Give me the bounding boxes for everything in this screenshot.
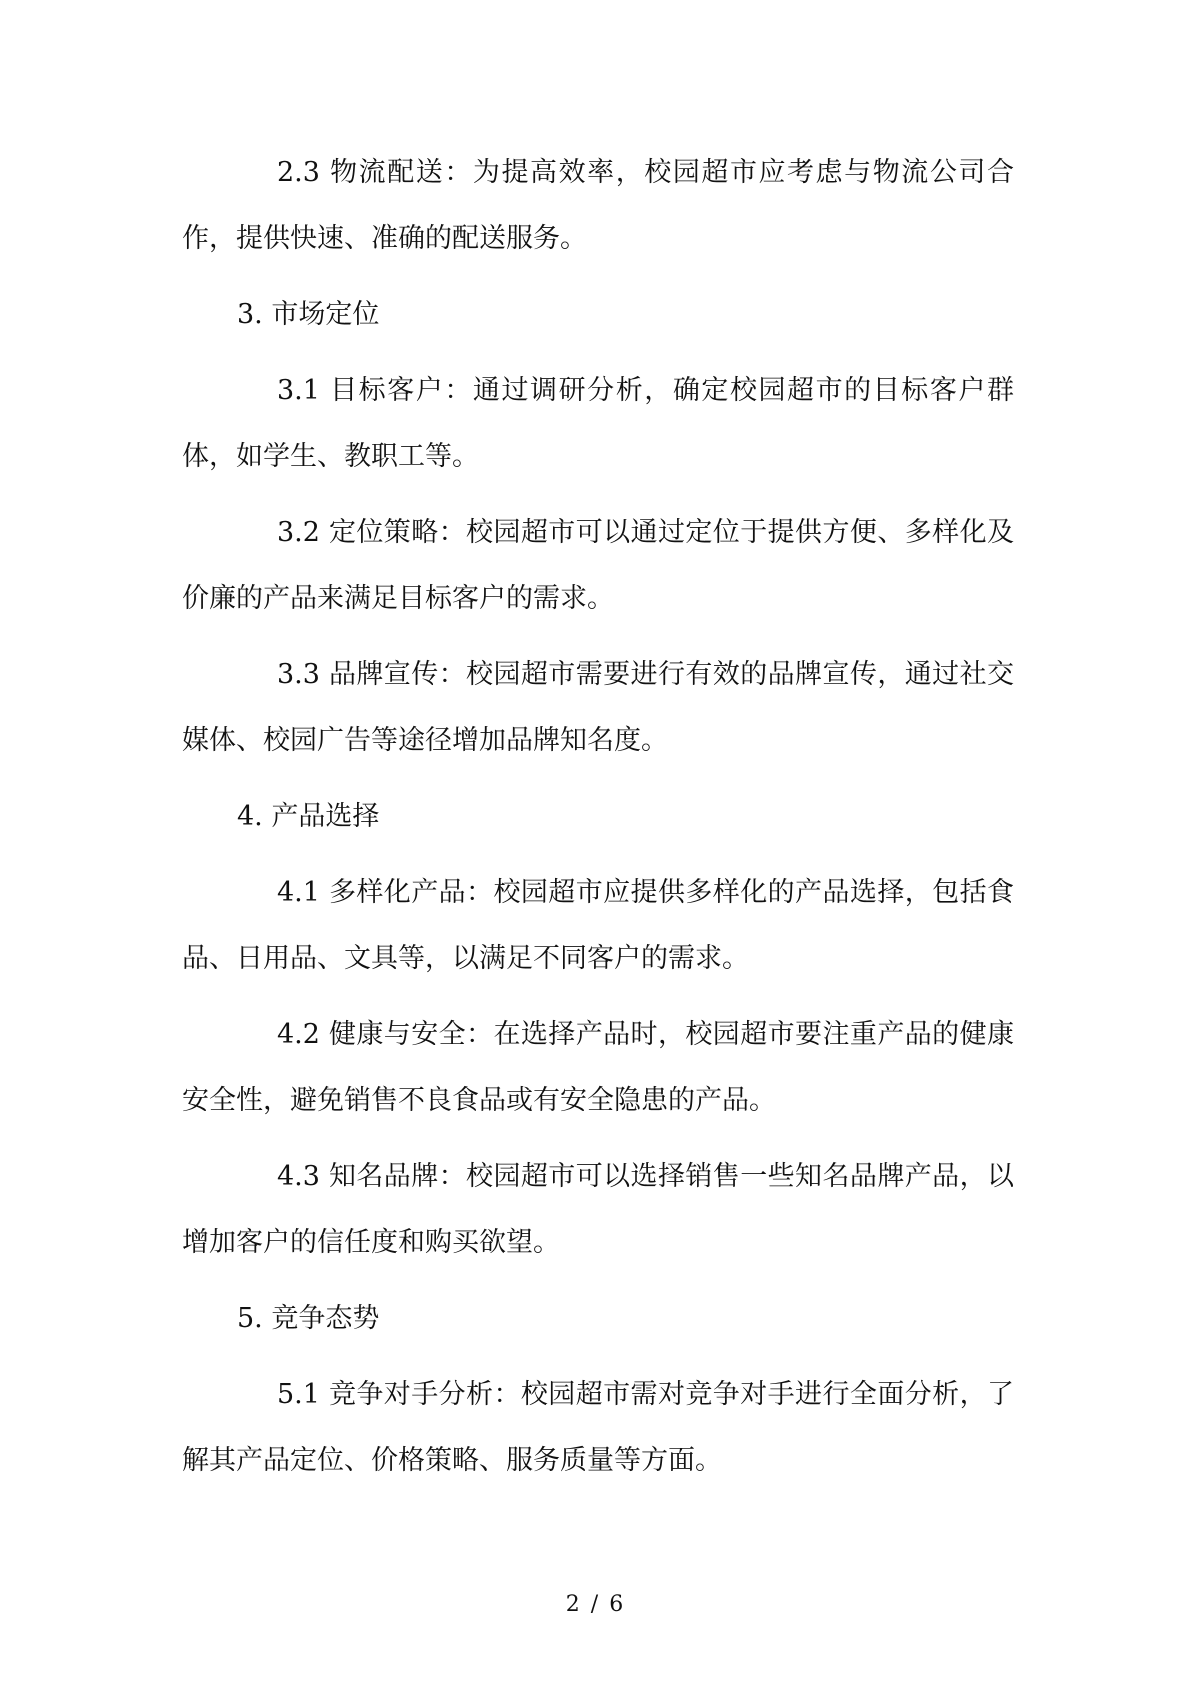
paragraph-3-2: 3.2 定位策略：校园超市可以通过定位于提供方便、多样化及价廉的产品来满足目标客户的需求。	[182, 517, 1014, 614]
page-number: 2 / 6	[565, 1592, 626, 1617]
paragraph-3-1: 3.1 目标客户：通过调研分析，确定校园超市的目标客户群体，如学生、教职工等。	[182, 375, 1014, 472]
paragraph-4-2: 4.2 健康与安全：在选择产品时，校园超市要注重产品的健康安全性，避免销售不良食品或有安全隐患的产品。	[182, 1019, 1014, 1116]
document-body	[182, 140, 1014, 1504]
paragraph-2-3: 2.3 物流配送：为提高效率，校园超市应考虑与物流公司合作，提供快速、准确的配送服务。	[182, 157, 1014, 254]
paragraph-5-1: 5.1 竞争对手分析：校园超市需对竞争对手进行全面分析，了解其产品定位、价格策略、服务质量等方面。	[182, 1379, 1014, 1476]
paragraph-4-3: 4.3 知名品牌：校园超市可以选择销售一些知名品牌产品，以增加客户的信任度和购买欲望。	[182, 1161, 1014, 1258]
section-heading-4: 4. 产品选择	[237, 801, 380, 832]
section-heading-5: 5. 竞争态势	[237, 1303, 380, 1334]
paragraph-3-3: 3.3 品牌宣传：校园超市需要进行有效的品牌宣传，通过社交媒体、校园广告等途径增加品牌知名度。	[182, 659, 1014, 756]
paragraph-4-1: 4.1 多样化产品：校园超市应提供多样化的产品选择，包括食品、日用品、文具等，以满足不同客户的需求。	[182, 877, 1014, 974]
section-heading-3: 3. 市场定位	[237, 299, 380, 330]
